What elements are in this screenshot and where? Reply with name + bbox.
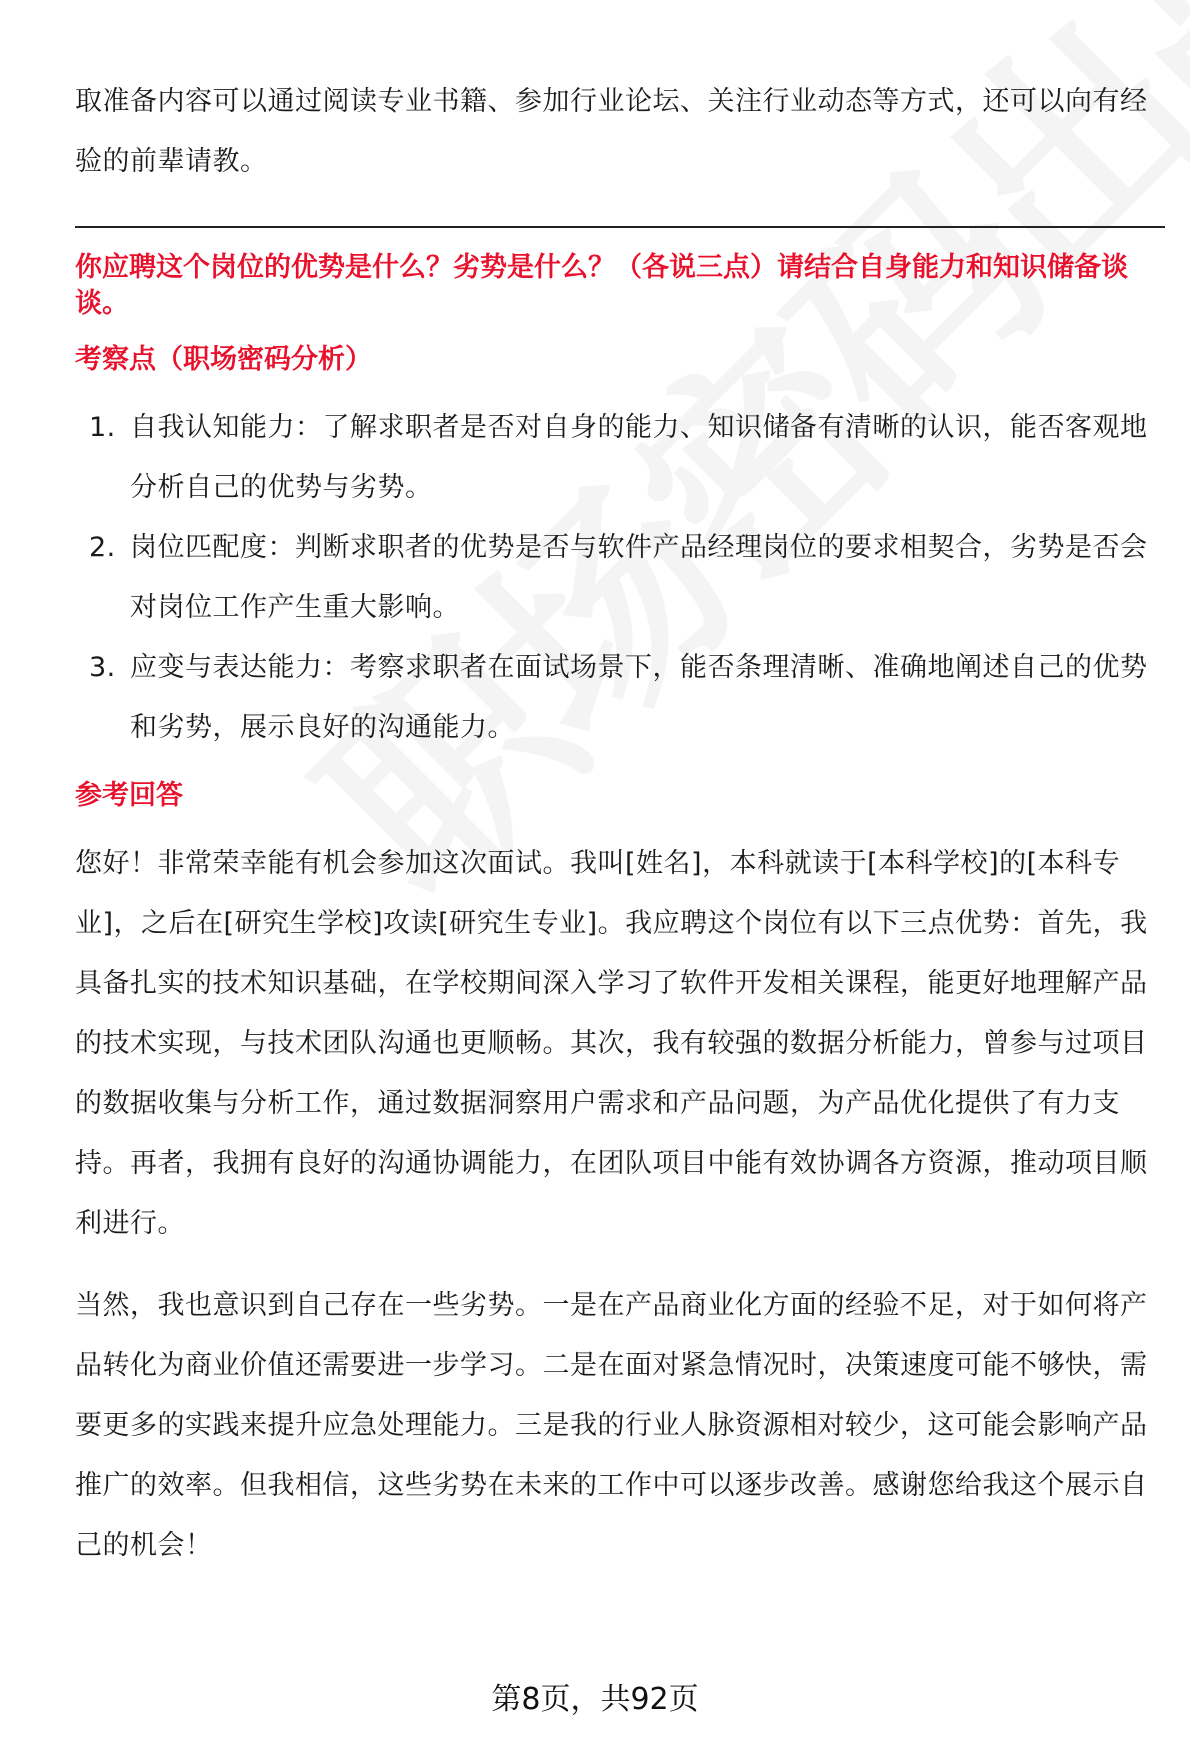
list-number: 1.: [89, 412, 116, 443]
page-number-footer: 第8页，共92页: [491, 1682, 699, 1717]
answer-paragraph: 您好！非常荣幸能有机会参加这次面试。我叫[姓名]，本科就读于[本科学校]的[本科专业]，之后在[研究生学校]攻读[研究生专业]。我应聘这个岗位有以下三点优势：首先，我具备扎实的技术知识基础，在学校期间深入学习了软件开发相关课程，能更好地理解产品的技术实现，与技术团队沟通也更顺畅。其次，我有较强的数据分析能力，曾参与过项目的数据收集与分析工作，通过数据洞察用户需求和产品问题，为产品优化提供了有力支持。再者，我拥有良好的沟通协调能力，在团队项目中能有效协调各方资源，推动项目顺利进行。: [75, 848, 1148, 1239]
intro-paragraph: 取准备内容可以通过阅读专业书籍、参加行业论坛、关注行业动态等方式，还可以向有经验的前辈请教。: [75, 86, 1148, 177]
list-number: 2.: [89, 532, 116, 563]
document-page: [75, 72, 1165, 1576]
exam-points-heading: 考察点（职场密码分析）: [75, 344, 372, 375]
list-number: 3.: [89, 652, 116, 683]
list-item-text: 应变与表达能力：考察求职者在面试场景下，能否条理清晰、准确地阐述自己的优势和劣势，展示良好的沟通能力。: [130, 652, 1148, 743]
answer-paragraph: 当然，我也意识到自己存在一些劣势。一是在产品商业化方面的经验不足，对于如何将产品转化为商业价值还需要进一步学习。二是在面对紧急情况时，决策速度可能不够快，需要更多的实践来提升应急处理能力。三是我的行业人脉资源相对较少，这可能会影响产品推广的效率。但我相信，这些劣势在未来的工作中可以逐步改善。感谢您给我这个展示自己的机会！: [75, 1290, 1148, 1561]
section-divider: [75, 226, 1165, 228]
list-item: [75, 518, 1165, 638]
list-item-text: 岗位匹配度：判断求职者的优势是否与软件产品经理岗位的要求相契合，劣势是否会对岗位工作产生重大影响。: [130, 532, 1148, 623]
list-item-text: 自我认知能力：了解求职者是否对自身的能力、知识储备有清晰的认识，能否客观地分析自己的优势与劣势。: [130, 412, 1148, 503]
reference-answer-heading: 参考回答: [75, 780, 183, 811]
list-item: [75, 638, 1165, 758]
question-heading: 你应聘这个岗位的优势是什么？劣势是什么？（各说三点）请结合自身能力和知识储备谈谈。: [75, 252, 1128, 319]
exam-points-list: [75, 398, 1165, 758]
list-item: [75, 398, 1165, 518]
